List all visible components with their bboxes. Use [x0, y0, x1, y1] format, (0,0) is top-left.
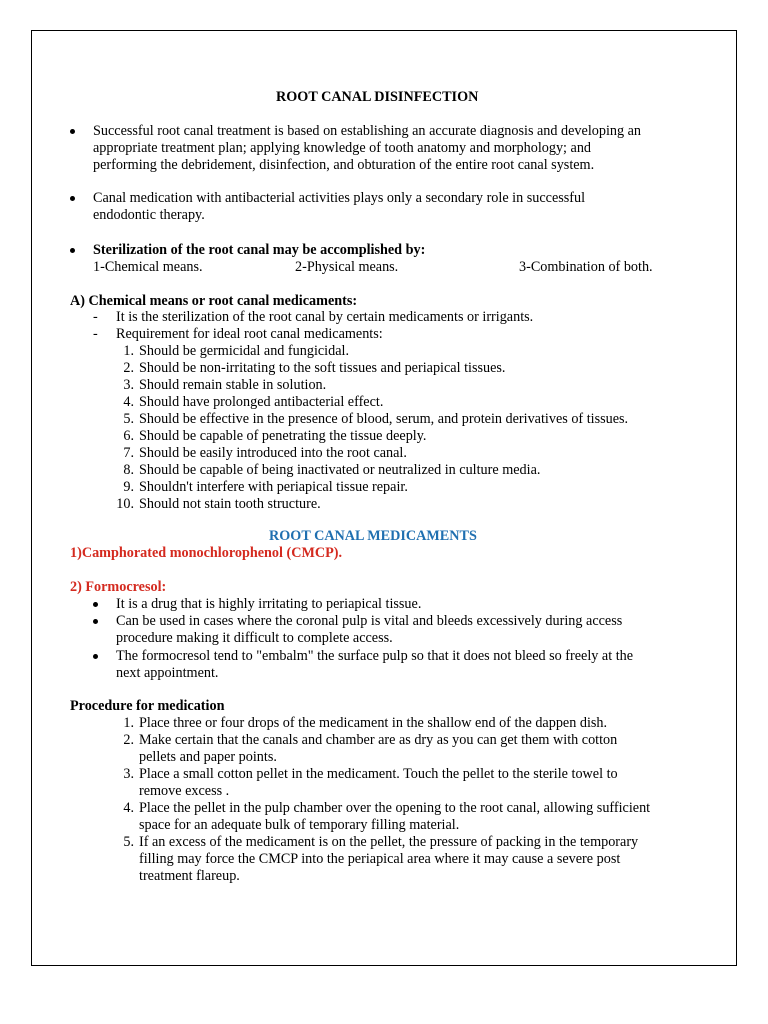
requirement-number: 7.: [123, 445, 134, 461]
sterilization-option-3: 3-Combination of both.: [519, 259, 653, 275]
formocresol-heading: 2) Formocresol:: [70, 579, 167, 595]
procedure-step-text: If an excess of the medicament is on the pellet, the pressure of packing in the temporary: [139, 834, 639, 850]
sterilization-heading: Sterilization of the root canal may be accomplished by:: [93, 242, 426, 258]
sterilization-option-2: 2-Physical means.: [295, 259, 399, 275]
chemical-heading: A) Chemical means or root canal medicaments:: [70, 293, 358, 309]
requirement-item: Should be germicidal and fungicidal.: [139, 343, 349, 359]
requirement-item: Should be effective in the presence of blood, serum, and protein derivatives of tissues.: [139, 411, 629, 427]
requirement-number: 10.: [116, 496, 134, 512]
requirement-number: 8.: [123, 462, 134, 478]
procedure-step-number: 3.: [123, 766, 134, 782]
procedure-step-text: space for an adequate bulk of temporary filling material.: [139, 817, 460, 833]
procedure-step-text: Make certain that the canals and chamber are as dry as you can get them with cotton: [139, 732, 618, 748]
requirement-item: Should not stain tooth structure.: [139, 496, 321, 512]
sterilization-option-1: 1-Chemical means.: [93, 259, 203, 275]
requirement-number: 5.: [123, 411, 134, 427]
procedure-step-text: Place the pellet in the pulp chamber over the opening to the root canal, allowing sufficient: [139, 800, 651, 816]
chemical-dash-1: It is the sterilization of the root canal by certain medicaments or irrigants.: [116, 309, 534, 325]
intro-bullet-1-line-3: performing the debridement, disinfection, and obturation of the entire root canal system.: [93, 157, 595, 173]
requirement-item: Should be easily introduced into the root canal.: [139, 445, 407, 461]
procedure-step-number: 5.: [123, 834, 134, 850]
formocresol-bullet-3-line-1: The formocresol tend to "embalm" the surface pulp so that it does not bleed so freely at the: [116, 648, 634, 664]
intro-bullet-2-line-1: Canal medication with antibacterial activities plays only a secondary role in successful: [93, 190, 586, 206]
formocresol-bullet-3-line-2: next appointment.: [116, 665, 219, 681]
procedure-step-text: pellets and paper points.: [139, 749, 277, 765]
requirement-item: Should be capable of being inactivated or neutralized in culture media.: [139, 462, 541, 478]
requirement-number: 1.: [123, 343, 134, 359]
dash-icon: -: [93, 309, 98, 325]
formocresol-bullet-1: It is a drug that is highly irritating to periapical tissue.: [116, 596, 422, 612]
requirement-item: Should be non-irritating to the soft tissues and periapical tissues.: [139, 360, 506, 376]
chemical-dash-2: Requirement for ideal root canal medicaments:: [116, 326, 383, 342]
formocresol-bullet-2-line-1: Can be used in cases where the coronal pulp is vital and bleeds excessively during access: [116, 613, 623, 629]
requirement-item: Should be capable of penetrating the tissue deeply.: [139, 428, 427, 444]
procedure-step-number: 4.: [123, 800, 134, 816]
intro-bullet-2-line-2: endodontic therapy.: [93, 207, 205, 223]
bullet-icon: [70, 129, 75, 134]
procedure-step-number: 1.: [123, 715, 134, 731]
requirement-item: Shouldn't interfere with periapical tissue repair.: [139, 479, 408, 495]
procedure-step-text: remove excess .: [139, 783, 230, 799]
procedure-step-text: Place a small cotton pellet in the medicament. Touch the pellet to the sterile towel to: [139, 766, 618, 782]
cmcp-heading: 1)Camphorated monochlorophenol (CMCP).: [70, 545, 343, 561]
requirement-item: Should remain stable in solution.: [139, 377, 327, 393]
bullet-icon: [70, 196, 75, 201]
medicaments-heading: ROOT CANAL MEDICAMENTS: [269, 528, 477, 544]
requirement-number: 3.: [123, 377, 134, 393]
procedure-step-text: Place three or four drops of the medicament in the shallow end of the dappen dish.: [139, 715, 608, 731]
requirement-number: 2.: [123, 360, 134, 376]
procedure-step-text: filling may force the CMCP into the periapical area where it may cause a severe post: [139, 851, 621, 867]
procedure-heading: Procedure for medication: [70, 698, 225, 714]
dash-icon: -: [93, 326, 98, 342]
page-title: ROOT CANAL DISINFECTION: [276, 89, 479, 105]
requirement-number: 4.: [123, 394, 134, 410]
bullet-icon: [93, 619, 98, 624]
requirement-number: 6.: [123, 428, 134, 444]
bullet-icon: [93, 654, 98, 659]
intro-bullet-1-line-1: Successful root canal treatment is based on establishing an accurate diagnosis and developing an: [93, 123, 642, 139]
requirement-item: Should have prolonged antibacterial effect.: [139, 394, 384, 410]
requirement-number: 9.: [123, 479, 134, 495]
bullet-icon: [70, 248, 75, 253]
intro-bullet-1-line-2: appropriate treatment plan; applying knowledge of tooth anatomy and morphology; and: [93, 140, 592, 156]
formocresol-bullet-2-line-2: procedure making it difficult to complete access.: [116, 630, 393, 646]
procedure-step-number: 2.: [123, 732, 134, 748]
procedure-step-text: treatment flareup.: [139, 868, 240, 884]
bullet-icon: [93, 602, 98, 607]
